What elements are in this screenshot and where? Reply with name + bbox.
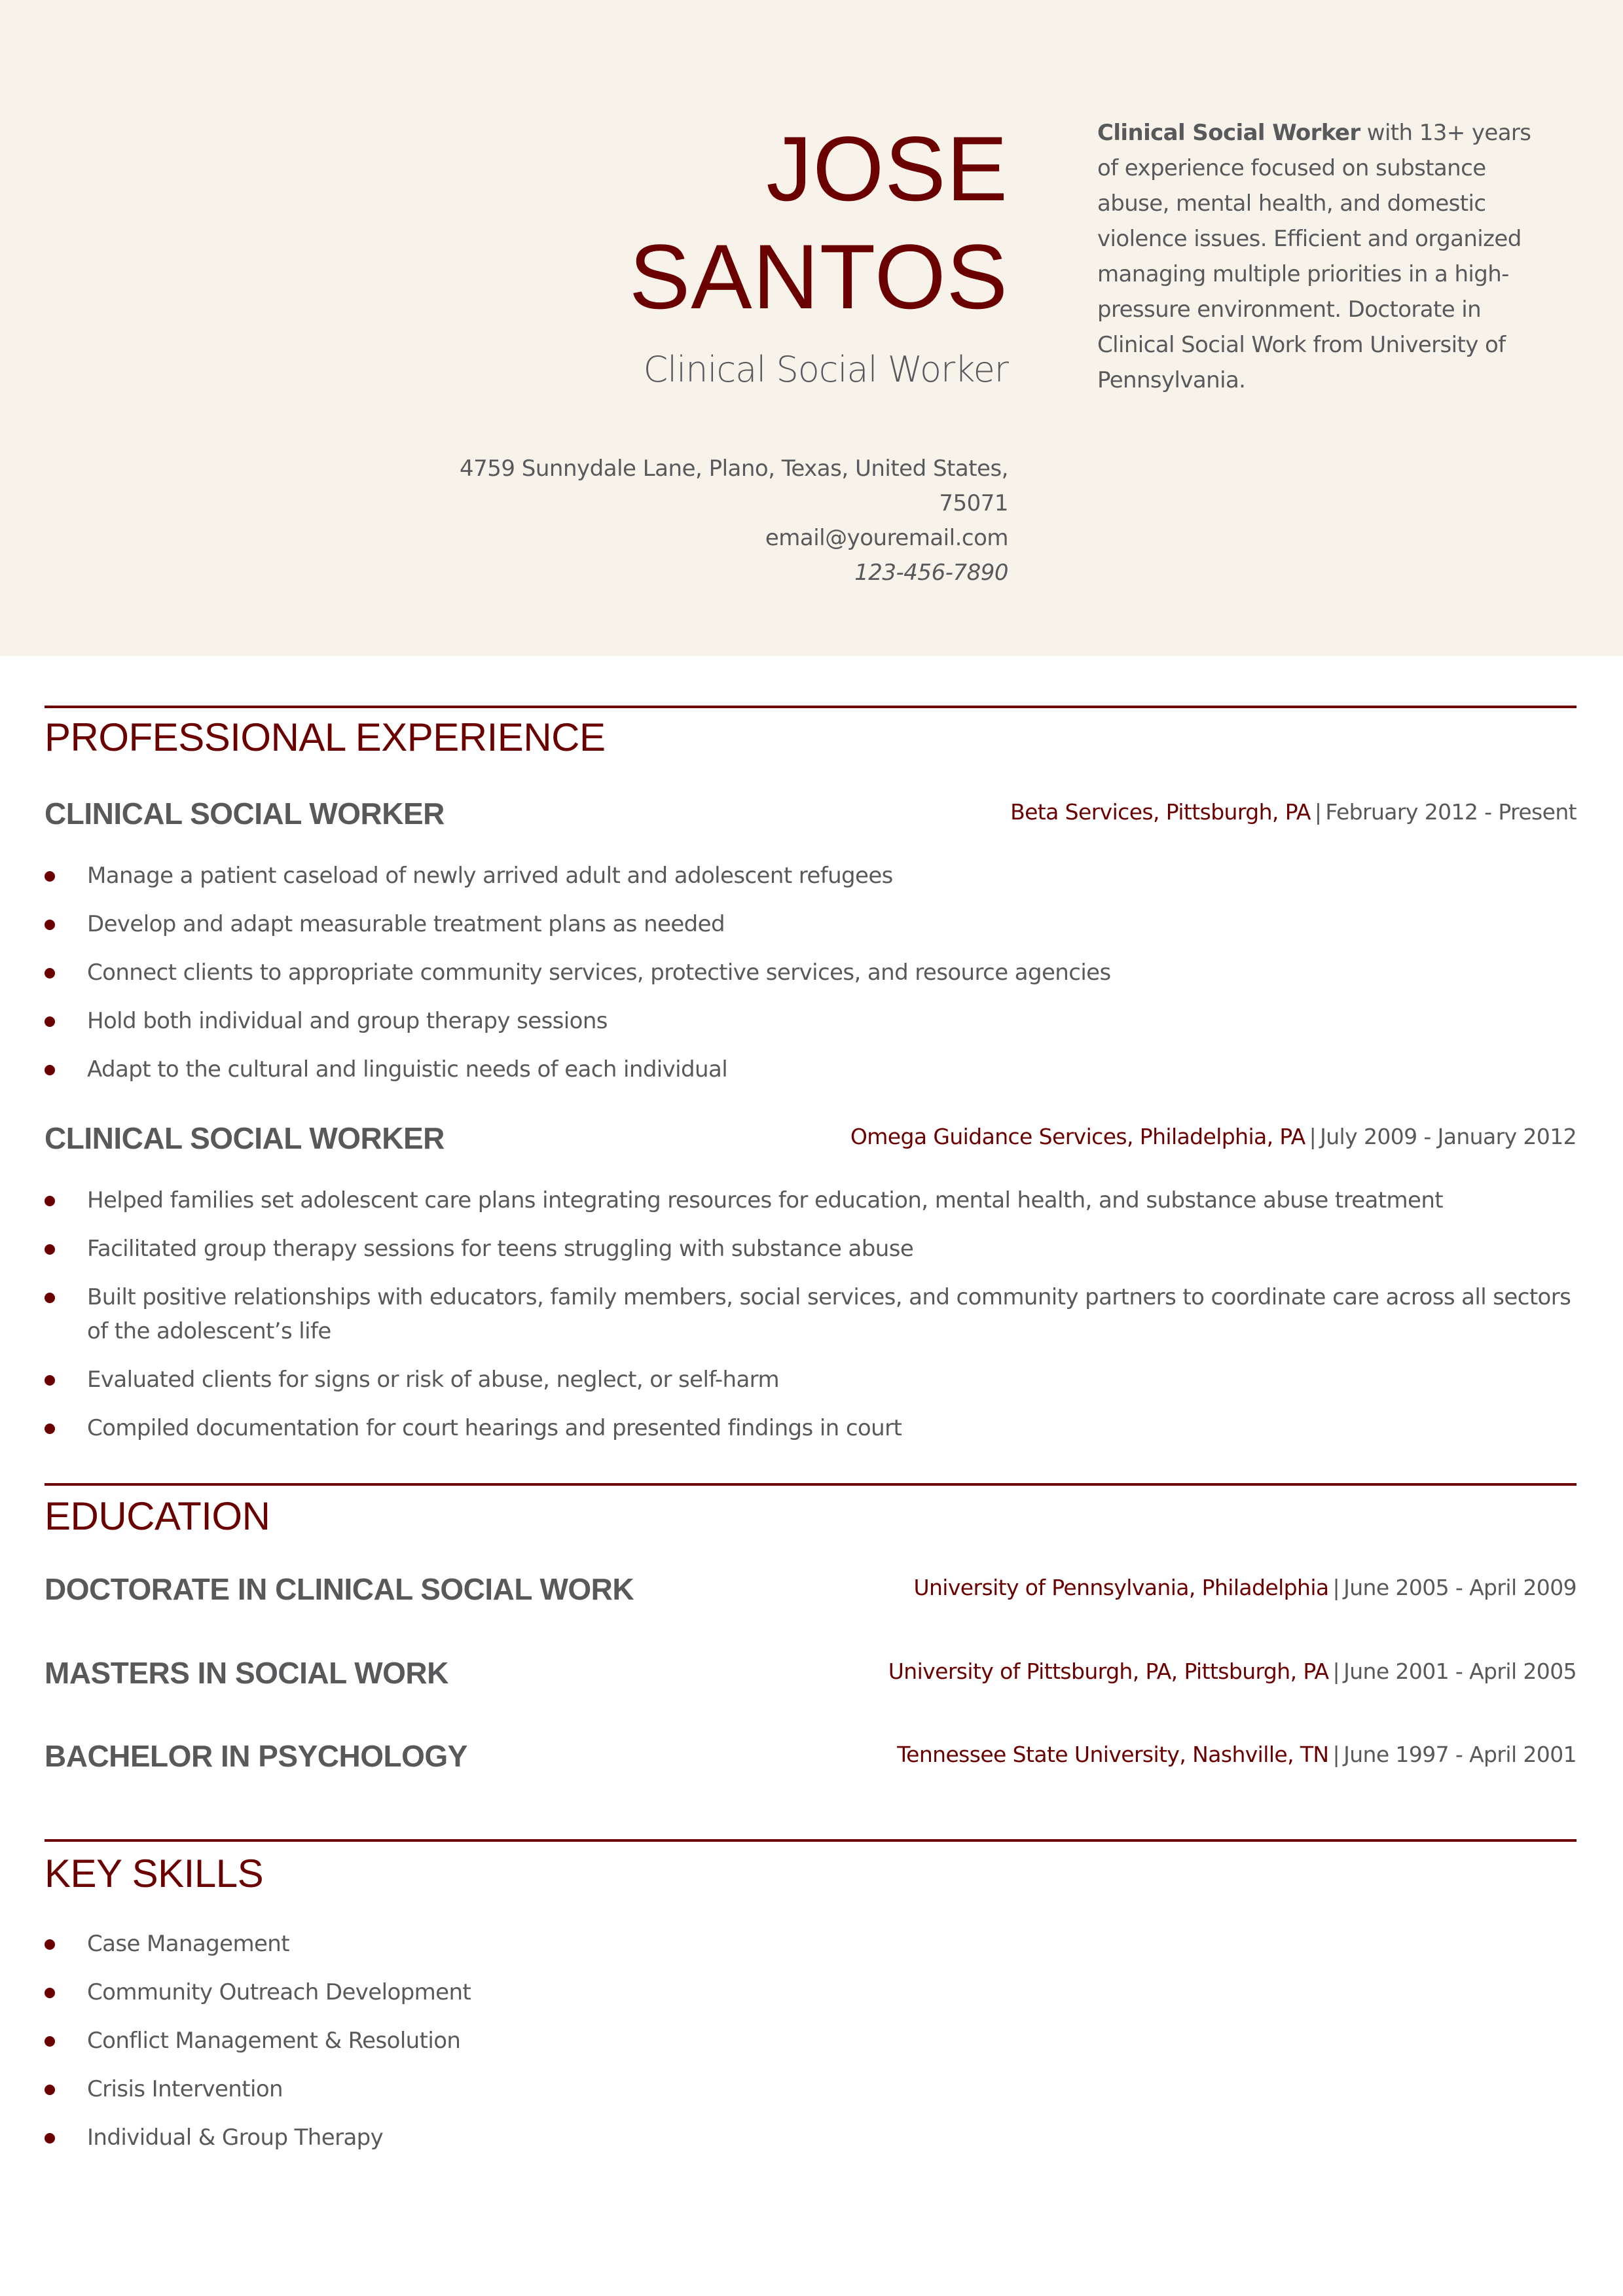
bullet-icon xyxy=(45,2036,55,2047)
bullet-icon xyxy=(45,2085,55,2095)
list-item: Connect clients to appropriate community services, protective services, and resource agencies xyxy=(45,956,1577,990)
job-bullets xyxy=(45,859,1577,1101)
section-title-skills: KEY SKILLS xyxy=(45,1852,264,1895)
education-meta xyxy=(897,1736,1577,1773)
list-item: Facilitated group therapy sessions for teens struggling with substance abuse xyxy=(45,1232,1577,1266)
summary xyxy=(1097,115,1556,398)
bullet-icon xyxy=(45,1016,55,1027)
skill-item: Community Outreach Development xyxy=(45,1975,1577,2009)
education-dates: June 2005 - April 2009 xyxy=(1343,1575,1577,1600)
address-line-2: 75071 xyxy=(939,490,1008,516)
job-dates: July 2009 - January 2012 xyxy=(1320,1124,1577,1149)
job-organization: Omega Guidance Services, Philadelphia, PA xyxy=(850,1124,1305,1149)
education-row xyxy=(45,1653,1577,1693)
list-item: Hold both individual and group therapy sessions xyxy=(45,1004,1577,1038)
list-item: Evaluated clients for signs or risk of abuse, neglect, or self-harm xyxy=(45,1363,1577,1397)
job-header xyxy=(45,1119,1577,1158)
bullet-icon xyxy=(45,1988,55,1998)
skills-list xyxy=(45,1927,1577,2169)
bullet-icon xyxy=(45,1375,55,1386)
address-line-1: 4759 Sunnydale Lane, Plano, Texas, United States, xyxy=(459,456,1008,482)
bullet-icon xyxy=(45,1939,55,1950)
bullet-icon xyxy=(45,1196,55,1206)
section-title-experience: PROFESSIONAL EXPERIENCE xyxy=(45,715,606,759)
separator: | xyxy=(1309,1124,1317,1149)
list-item: Helped families set adolescent care plans integrating resources for education, mental health, and substance abuse treatment xyxy=(45,1183,1577,1217)
summary-text: with 13+ years of experience focused on substance abuse, mental health, and domestic violence issues. Efficient and organized managing multiple priorities in a high-pressure environment. Doctorate in Clinical Social Work from University of Pennsylvania. xyxy=(1097,120,1531,393)
bullet-icon xyxy=(45,1424,55,1434)
bullet-icon xyxy=(45,871,55,882)
list-item: Built positive relationships with educators, family members, social services, and community partners to coordinate care across all sectors of the adolescent’s life xyxy=(45,1280,1577,1348)
degree: BACHELOR IN PSYCHOLOGY xyxy=(45,1739,467,1773)
skill-item: Case Management xyxy=(45,1927,1577,1961)
phone[interactable]: 123-456-7890 xyxy=(854,560,1008,586)
list-item: Manage a patient caseload of newly arrived adult and adolescent refugees xyxy=(45,859,1577,893)
last-name: SANTOS xyxy=(629,225,1008,328)
degree: MASTERS IN SOCIAL WORK xyxy=(45,1656,448,1690)
job-organization: Beta Services, Pittsburgh, PA xyxy=(1010,799,1311,825)
skill-item: Conflict Management & Resolution xyxy=(45,2024,1577,2058)
job-dates: February 2012 - Present xyxy=(1325,799,1577,825)
job-meta xyxy=(850,1119,1577,1155)
job-meta xyxy=(1010,794,1577,831)
institution: Tennessee State University, Nashville, TN xyxy=(897,1742,1329,1767)
education-meta xyxy=(888,1653,1577,1690)
degree: DOCTORATE IN CLINICAL SOCIAL WORK xyxy=(45,1572,634,1606)
list-item: Adapt to the cultural and linguistic needs of each individual xyxy=(45,1052,1577,1086)
skill-item: Individual & Group Therapy xyxy=(45,2121,1577,2155)
bullet-icon xyxy=(45,1065,55,1075)
job-title: CLINICAL SOCIAL WORKER xyxy=(45,1121,445,1155)
bullet-icon xyxy=(45,968,55,978)
email[interactable]: email@youremail.com xyxy=(765,525,1008,551)
separator: | xyxy=(1314,799,1322,825)
skill-item: Crisis Intervention xyxy=(45,2072,1577,2106)
section-divider xyxy=(45,1483,1577,1486)
bullet-icon xyxy=(45,920,55,930)
job-bullets xyxy=(45,1183,1577,1460)
bullet-icon xyxy=(45,1244,55,1255)
job-title: CLINICAL SOCIAL WORKER xyxy=(45,797,445,831)
institution: University of Pennsylvania, Philadelphia xyxy=(913,1575,1329,1600)
list-item: Compiled documentation for court hearings and presented findings in court xyxy=(45,1411,1577,1445)
bullet-icon xyxy=(45,2133,55,2144)
headline: Clinical Social Worker xyxy=(643,349,1008,390)
institution: University of Pittsburgh, PA, Pittsburgh, PA xyxy=(888,1659,1329,1684)
job-header xyxy=(45,794,1577,833)
section-title-education: EDUCATION xyxy=(45,1494,270,1538)
section-divider xyxy=(45,1839,1577,1842)
education-dates: June 1997 - April 2001 xyxy=(1343,1742,1577,1767)
list-item: Develop and adapt measurable treatment plans as needed xyxy=(45,907,1577,941)
education-row xyxy=(45,1736,1577,1776)
education-row xyxy=(45,1570,1577,1609)
first-name: JOSE xyxy=(766,117,1008,220)
contact-info xyxy=(419,452,1008,590)
summary-lead: Clinical Social Worker xyxy=(1097,120,1360,146)
section-divider xyxy=(45,706,1577,708)
bullet-icon xyxy=(45,1293,55,1303)
education-dates: June 2001 - April 2005 xyxy=(1343,1659,1577,1684)
separator: | xyxy=(1332,1742,1340,1767)
education-meta xyxy=(913,1570,1577,1606)
separator: | xyxy=(1332,1659,1340,1684)
separator: | xyxy=(1332,1575,1340,1600)
